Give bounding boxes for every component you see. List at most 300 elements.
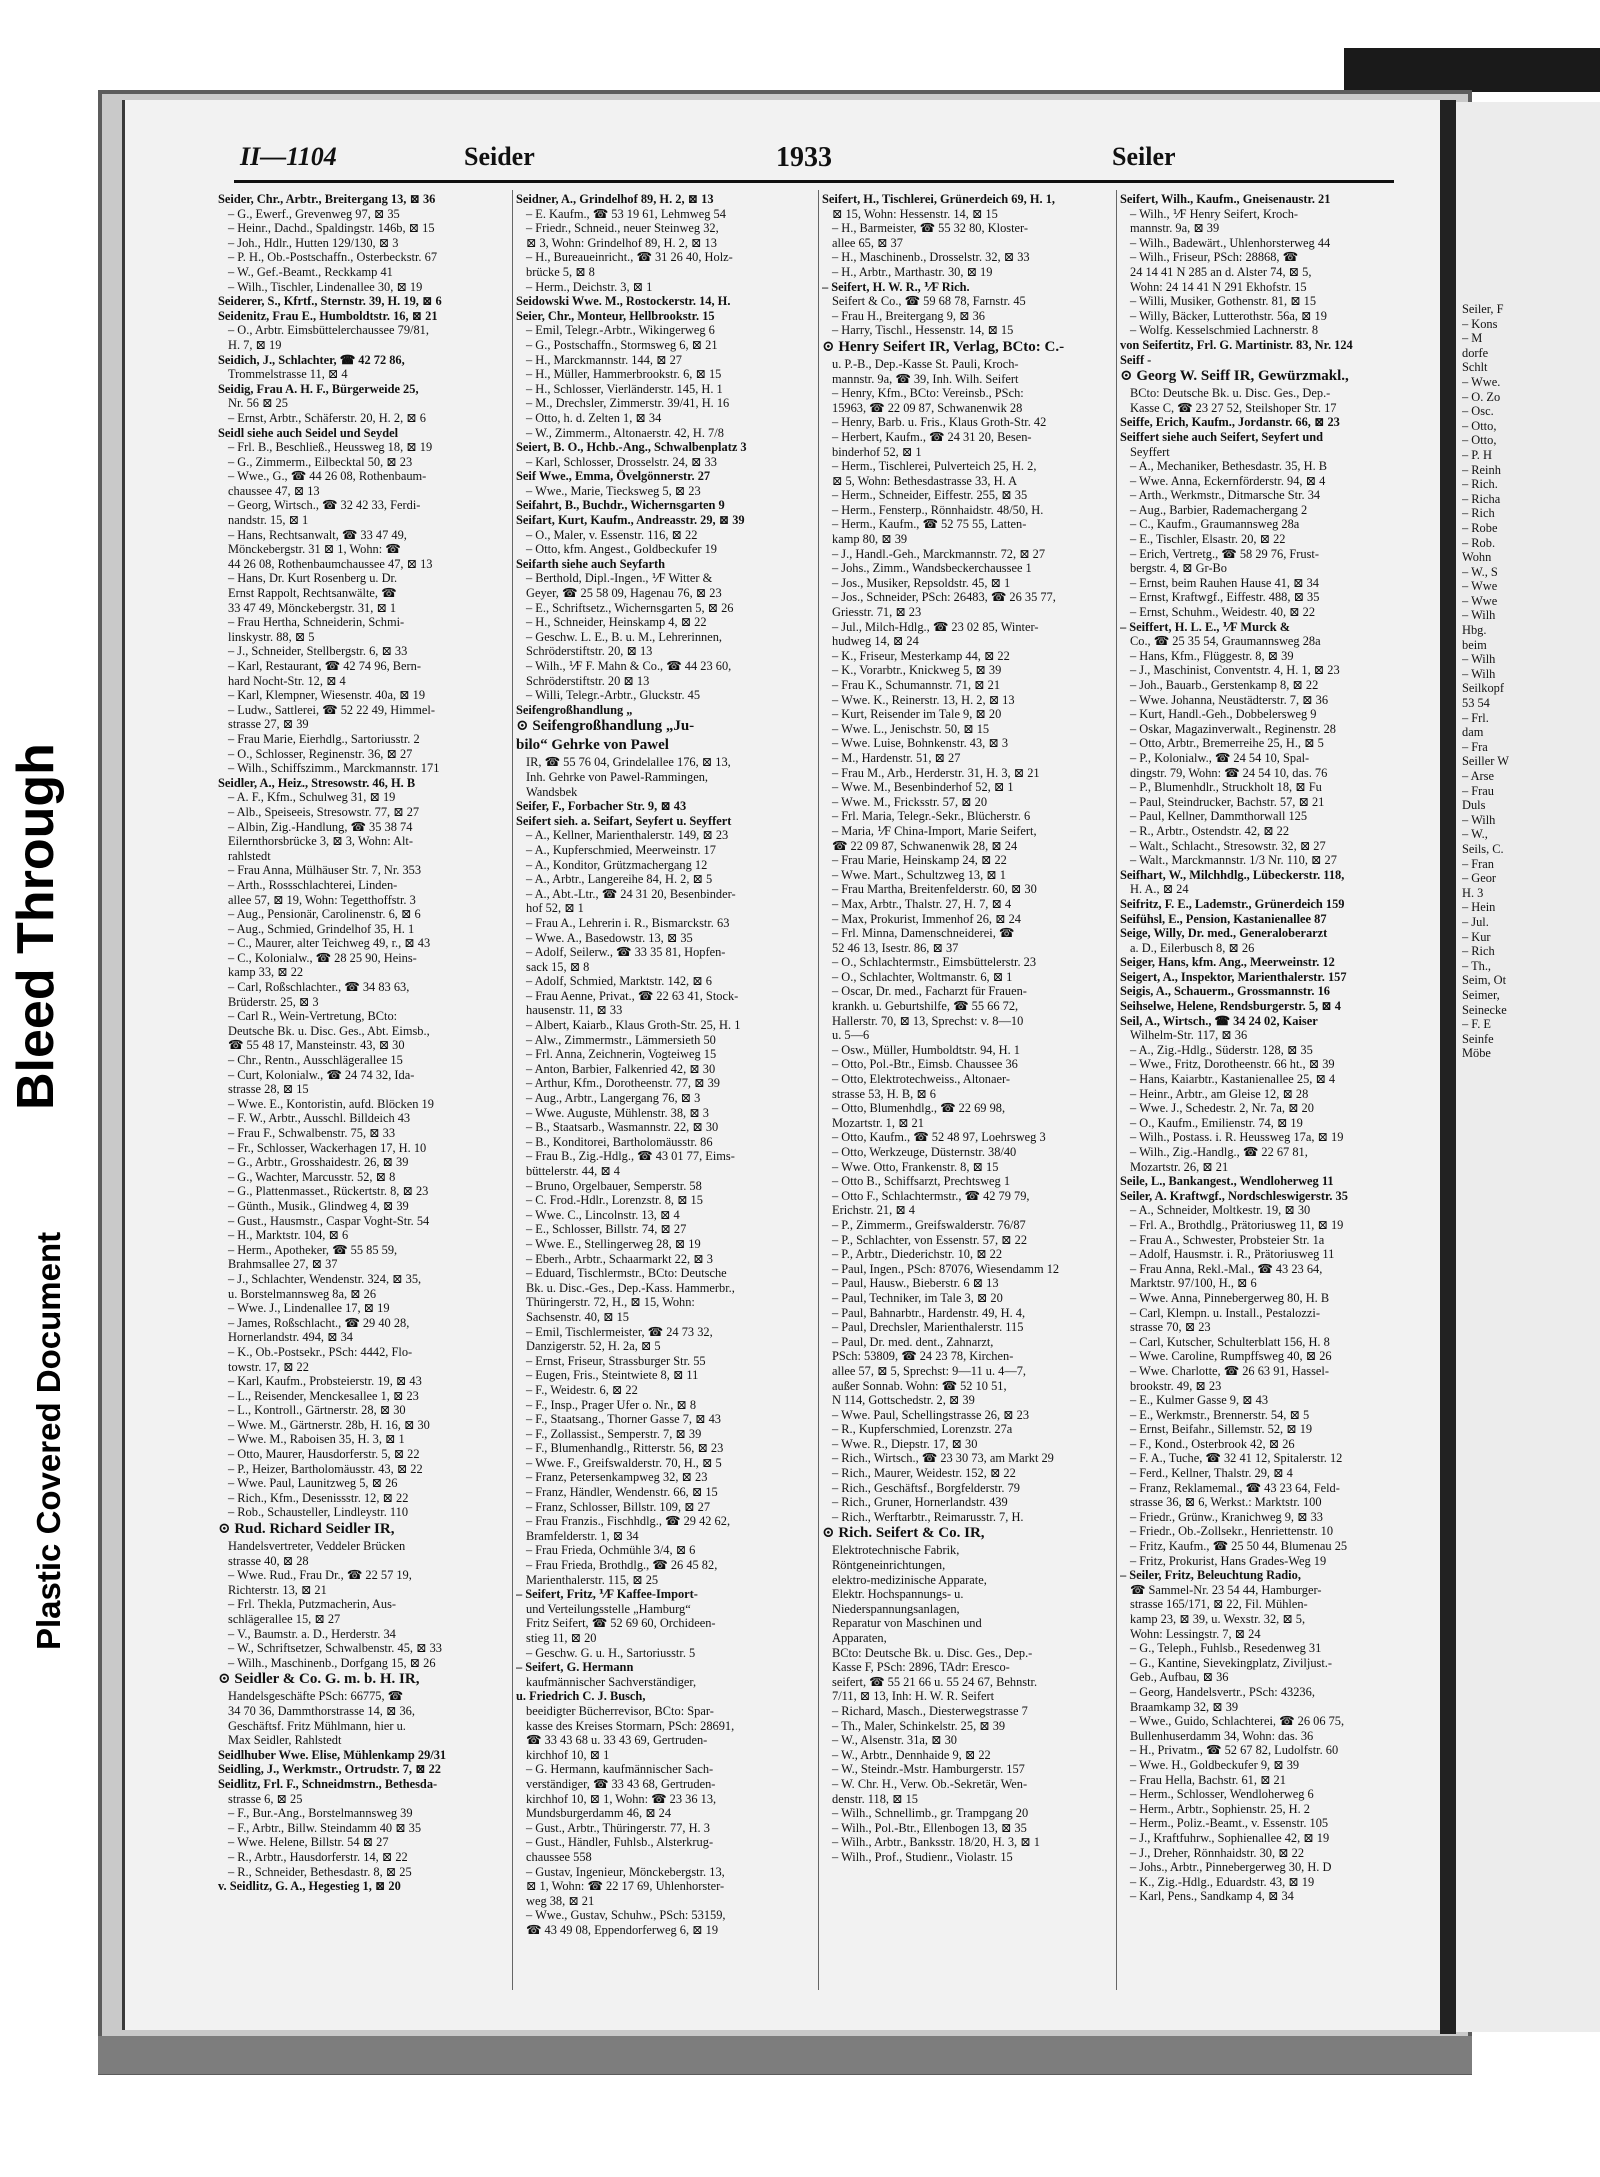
next-page-fragment: – Richa (1462, 491, 1501, 506)
next-page-fragment: Seils, C. (1462, 841, 1504, 856)
directory-entry: – Ernst, Friseur, Strassburger Str. 55 (526, 1353, 706, 1368)
directory-entry: Seil, A., Wirtsch., ☎ 34 24 02, Kaiser (1120, 1013, 1318, 1028)
directory-entry: – Franz, Händler, Wendenstr. 66, ⊠ 15 (526, 1485, 718, 1500)
directory-entry: – Emil, Tischlermeister, ☎ 24 73 32, (526, 1324, 713, 1339)
directory-entry: – A., Konditor, Grützmachergang 12 (526, 857, 708, 872)
directory-entry: Seidlhuber Wwe. Elise, Mühlenkamp 29/31 (218, 1747, 447, 1762)
next-page-fragment: H. 3 (1462, 885, 1484, 900)
directory-entry: – Wwe., Gustav, Schuhw., PSch: 53159, (526, 1908, 726, 1923)
directory-entry: – O., Arbtr. Eimsbüttelerchaussee 79/81, (228, 323, 429, 338)
directory-entry: 7/11, ⊠ 13, Inh: H. W. R. Seifert (832, 1689, 995, 1704)
directory-entry: – W., Gef.-Beamt., Reckkamp 41 (228, 264, 393, 279)
next-page-fragment: – Kons (1462, 316, 1498, 331)
directory-entry: – H., Privatm., ☎ 52 67 82, Ludolfstr. 60 (1130, 1743, 1339, 1758)
directory-entry: – Wwe. Paul, Schellingstrasse 26, ⊠ 23 (832, 1407, 1030, 1422)
directory-entry: Seifer, F., Forbacher Str. 9, ⊠ 43 (516, 799, 687, 814)
directory-entry: – E., Schriftsetz., Wichernsgarten 5, ⊠ 26 (526, 600, 734, 615)
directory-entry: – Paul, Hausw., Bieberstr. 6 ⊠ 13 (832, 1276, 999, 1291)
directory-entry: – A., Abt.-Ltr., ☎ 24 31 20, Besenbinder- (526, 886, 736, 901)
right-guide-word: Seiler (1112, 142, 1176, 171)
directory-entry: – G., Wachter, Marcusstr. 52, ⊠ 8 (228, 1169, 396, 1184)
directory-entry: Seiger, Hans, kfm. Ang., Meerweinstr. 12 (1120, 955, 1335, 970)
directory-entry: – Heinr., Arbtr., am Gleise 12, ⊠ 28 (1130, 1086, 1309, 1101)
directory-entry: – Willy, Bäcker, Lutterothstr. 56a, ⊠ 19 (1130, 308, 1327, 323)
directory-entry: – Adolf, Hausmstr. i. R., Prätoriusweg 11 (1130, 1247, 1335, 1262)
next-page-fragment: – Rob. (1462, 535, 1496, 550)
directory-entry: ⊠ 1, Wohn: ☎ 22 17 69, Uhlenhorster- (526, 1879, 725, 1894)
directory-entry: v. Seidlitz, G. A., Hegestieg 1, ⊠ 20 (218, 1879, 401, 1894)
directory-entry: – Paul, Ingen., PSch: 87076, Wiesendamm 12 (832, 1261, 1060, 1276)
directory-entry: Seifhart, W., Milchhdlg., Lübeckerstr. 118, (1120, 867, 1345, 882)
directory-entry: – Herbert, Kaufm., ☎ 24 31 20, Besen- (832, 429, 1032, 444)
directory-entry: – Karl, Klempner, Wiesenstr. 40a, ⊠ 19 (228, 688, 426, 703)
next-page-column (1462, 302, 1598, 2032)
directory-entry: – G., Kantine, Sievekingplatz, Ziviljust.- (1130, 1655, 1333, 1670)
directory-entry: von Seifertitz, Frl. G. Martinistr. 83, Nr. 124 (1120, 337, 1353, 352)
directory-entry: – Wwe. Paul, Launitzweg 5, ⊠ 26 (228, 1476, 398, 1491)
directory-entry: – Otto, Blumenhdlg., ☎ 22 69 98, (832, 1101, 1006, 1116)
directory-entry: Seidig, Frau A. H. F., Bürgerweide 25, (218, 381, 419, 396)
directory-entry: – Erich, Vertretg., ☎ 58 29 76, Frust- (1130, 546, 1319, 561)
next-page-fragment: dorfe (1462, 345, 1489, 360)
directory-entry: – O., Schlachter, Woltmanstr. 6, ⊠ 1 (832, 969, 1013, 984)
directory-entry: – Wwe. J., Schedestr. 2, Nr. 7a, ⊠ 20 (1130, 1101, 1314, 1116)
directory-entry: – O., Kaufm., Emilienstr. 74, ⊠ 19 (1130, 1115, 1303, 1130)
directory-entry: – Paul, Dr. med. dent., Zahnarzt, (832, 1334, 994, 1349)
directory-entry: – Wilh., Zig.-Handlg., ☎ 22 67 81, (1130, 1145, 1308, 1159)
directory-entry: – Rich., Gruner, Hornerlandstr. 439 (832, 1495, 1008, 1510)
directory-entry: – H., Schneider, Heinskamp 4, ⊠ 22 (526, 615, 707, 630)
directory-entry: – Chr., Rentn., Ausschlägerallee 15 (228, 1053, 403, 1068)
directory-entry: Mozartstr. 26, ⊠ 21 (1130, 1159, 1229, 1174)
directory-entry: – Heinr., Dachd., Spaldingstr. 146b, ⊠ 15 (228, 221, 435, 236)
directory-entry: Seiderer, S., Kfrtf., Sternstr. 39, H. 19, ⊠ 6 (218, 294, 442, 309)
directory-entry: 34 70 36, Dammthorstrasse 14, ⊠ 36, (228, 1703, 415, 1718)
directory-entry: – Rich., Kfm., Desenissstr. 12, ⊠ 22 (228, 1490, 409, 1505)
directory-entry: – Frau Frieda, Ochmühle 3/4, ⊠ 6 (526, 1543, 696, 1558)
next-page-fragment: – Geor (1462, 871, 1497, 886)
directory-entry: – Harry, Tischl., Hessenstr. 14, ⊠ 15 (832, 323, 1014, 338)
directory-entry: – C., Kolonialw., ☎ 28 25 90, Heins- (228, 950, 417, 965)
directory-entry: sack 15, ⊠ 8 (526, 959, 590, 974)
directory-entry: – Ernst, Beifahr., Sillemstr. 52, ⊠ 19 (1130, 1422, 1313, 1437)
next-page-fragment: – Reinh (1462, 462, 1501, 477)
next-page-fragment: Seilkopf (1462, 681, 1504, 696)
plastic-covered-label: Plastic Covered Document (30, 1231, 67, 1650)
directory-entry: – Frau Anna, Mülhäuser Str. 7, Nr. 353 (228, 863, 422, 878)
directory-entry: Seidl siehe auch Seidel und Seydel (218, 425, 399, 440)
directory-entry: – Ernst, Schuhm., Weidestr. 40, ⊠ 22 (1130, 605, 1316, 620)
directory-entry: – Wwe., Fritz, Dorotheenstr. 66 ht., ⊠ 39 (1130, 1057, 1335, 1072)
directory-entry: – Alw., Zimmermstr., Lämmersieth 50 (526, 1032, 716, 1047)
directory-entry: – Hans, Kaiarbtr., Kastanienallee 25, ⊠ 4 (1130, 1072, 1336, 1087)
directory-entry: – Hans, Rechtsanwalt, ☎ 33 47 49, (228, 527, 407, 542)
directory-entry: – Johs., Arbtr., Pinnebergerweg 30, H. D (1130, 1860, 1332, 1875)
directory-entry: Seifert sieh. a. Seifart, Seyfert u. Seyffert (516, 813, 732, 828)
directory-entry: u. 5—6 (832, 1028, 870, 1043)
directory-entry: bergstr. 4, ⊠ Gr-Bo (1130, 561, 1227, 576)
directory-entry: – Herm., Kaufm., ☎ 52 75 55, Latten- (832, 517, 1027, 532)
next-page-edge (1456, 102, 1600, 2032)
directory-entry: – O., Schlachtermstr., Eimsbüttelerstr. 23 (832, 955, 1037, 970)
directory-entry: – Seifert, H. W. R., ⅟F Rich. (822, 279, 970, 294)
directory-entry: – Rich., Werftarbtr., Reimarusstr. 7, H. (832, 1509, 1024, 1524)
directory-entry: – W., Steindr.-Mstr. Hamburgerstr. 157 (832, 1762, 1025, 1777)
directory-entry: binderhof 52, ⊠ 1 (832, 444, 922, 459)
directory-entry: verständiger, ☎ 33 43 68, Gertruden- (526, 1776, 716, 1791)
directory-entry: – Karl, Restaurant, ☎ 42 74 96, Bern- (228, 659, 421, 673)
directory-entry: Inh. Gehrke von Pawel-Rammingen, (526, 769, 709, 784)
directory-entry: H. A., ⊠ 24 (1130, 882, 1189, 897)
directory-entry: ⊠ 15, Wohn: Hessenstr. 14, ⊠ 15 (832, 206, 998, 221)
directory-entry: – Fritz, Prokurist, Hans Grades-Weg 19 (1130, 1553, 1327, 1568)
directory-entry: – Wwe. Mart., Schultzweg 13, ⊠ 1 (832, 867, 1006, 882)
directory-entry: – E., Tischler, Elsastr. 20, ⊠ 22 (1130, 532, 1286, 547)
next-page-fragment: Möbe (1462, 1046, 1491, 1061)
directory-entry: – Frl. B., Beschließ., Heussweg 18, ⊠ 19 (228, 440, 433, 455)
directory-entry: – Gust., Hausmstr., Caspar Voght-Str. 54 (228, 1213, 430, 1228)
directory-entry: – Franz, Schlosser, Billstr. 109, ⊠ 27 (526, 1499, 711, 1514)
directory-entry: – F., Zollassist., Semperstr. 7, ⊠ 39 (526, 1426, 702, 1441)
directory-entry: – Wwe. A., Basedowstr. 13, ⊠ 35 (526, 930, 693, 945)
directory-entry: – Gustav, Ingenieur, Mönckebergstr. 13, (526, 1864, 725, 1879)
directory-entry: – Herm., Deichstr. 3, ⊠ 1 (526, 279, 653, 294)
directory-entry: – G., Plattenmasset., Rückertstr. 8, ⊠ 23 (228, 1184, 429, 1199)
directory-entry: – J., Handl.-Geh., Marckmannstr. 72, ⊠ 27 (832, 546, 1046, 561)
directory-entry: strasse 40, ⊠ 28 (228, 1553, 309, 1568)
directory-entry: ⊠ 5, Wohn: Bethesdastrasse 33, H. A (832, 473, 1018, 488)
directory-entry: – J., Schneider, Stellbergstr. 6, ⊠ 33 (228, 644, 408, 659)
directory-entry: – Wwe. Helene, Billstr. 54 ⊠ 27 (228, 1835, 389, 1850)
directory-entry: Marienthalerstr. 115, ⊠ 25 (526, 1572, 659, 1587)
directory-entry: – Paul, Techniker, im Tale 3, ⊠ 20 (832, 1290, 1003, 1305)
directory-entry: – P. H., Ob.-Postschaffn., Osterbeckstr. 67 (228, 250, 438, 265)
directory-entry: – Otto F., Schlachtermstr., ☎ 42 79 79, (832, 1188, 1030, 1203)
page-header (240, 142, 1400, 182)
directory-entry: – Paul, Drechsler, Marienthalerstr. 115 (832, 1320, 1024, 1335)
directory-entry: Seihselwe, Helene, Rendsburgerstr. 5, ⊠ 4 (1120, 999, 1341, 1014)
directory-entry: – Carl R., Wein-Vertretung, BCto: (228, 1009, 398, 1024)
directory-entry: – E., Schlosser, Billstr. 74, ⊠ 27 (526, 1222, 687, 1237)
directory-entry: – Osw., Müller, Humboldtstr. 94, H. 1 (832, 1042, 1020, 1057)
directory-entry: – M., Drechsler, Zimmerstr. 39/41, H. 16 (526, 396, 730, 411)
left-guide-word: Seider (464, 142, 535, 171)
directory-entry: – G., Arbtr., Grosshaidestr. 26, ⊠ 39 (228, 1155, 409, 1170)
directory-entry: – Wwe. Anna, Pinnebergerweg 80, H. B (1130, 1290, 1330, 1305)
directory-entry: – G., Postschaffn., Stormsweg 6, ⊠ 21 (526, 337, 718, 352)
directory-entry: – Wilh., Prof., Studienr., Violastr. 15 (832, 1849, 1013, 1864)
directory-entry: – Karl, Schlosser, Drosselstr. 24, ⊠ 33 (526, 454, 717, 469)
directory-entry: – P., Schlachter, von Essenstr. 57, ⊠ 22 (832, 1232, 1028, 1247)
directory-entry: – Wilh., Friseur, PSch: 28868, ☎ (1130, 250, 1299, 265)
directory-entry: – Frau A., Schwester, Probsteier Str. 1a (1130, 1232, 1325, 1247)
directory-entry: – Wwe. K., Reinerstr. 13, H. 2, ⊠ 13 (832, 692, 1015, 707)
directory-entry: 15963, ☎ 22 09 87, Schwanenwik 28 (832, 400, 1023, 415)
directory-entry: – K., Ob.-Postsekr., PSch: 4442, Flo- (228, 1344, 413, 1359)
directory-entry: – Friedr., Grünw., Kranichweg 9, ⊠ 33 (1130, 1509, 1323, 1524)
directory-entry: ☎ Sammel-Nr. 23 54 44, Hamburger- (1130, 1582, 1322, 1597)
directory-entry: Geschäftsf. Fritz Mühlmann, hier u. (228, 1718, 406, 1733)
directory-entry: – Jos., Musiker, Repsoldstr. 45, ⊠ 1 (832, 575, 1011, 590)
directory-entry: allee 65, ⊠ 37 (832, 235, 903, 250)
directory-entry: rahlstedt (228, 848, 271, 863)
directory-entry: – Ernst, Arbtr., Schäferstr. 20, H. 2, ⊠ 6 (228, 410, 426, 425)
directory-entry: Elektrotechnische Fabrik, (832, 1543, 960, 1558)
directory-entry: – Herm., Schlosser, Wendloherweg 6 (1130, 1787, 1314, 1802)
directory-entry: – F., Blumenhandlg., Ritterstr. 56, ⊠ 23 (526, 1441, 724, 1456)
next-page-fragment: beim (1462, 637, 1487, 652)
directory-entry: – R., Schneider, Bethesdastr. 8, ⊠ 25 (228, 1864, 412, 1879)
directory-entry: ☎ 33 43 68 u. 33 43 69, Gertruden- (526, 1733, 708, 1748)
next-page-fragment: – Frl. (1462, 710, 1489, 725)
directory-entry: – Frau Franzis., Fischhdlg., ☎ 29 42 62, (526, 1514, 731, 1529)
directory-entry: – Karl, Kaufm., Probsteierstr. 19, ⊠ 43 (228, 1374, 422, 1389)
directory-entry: – Otto, kfm. Angest., Goldbeckufer 19 (526, 542, 717, 557)
directory-entry: Seidling, J., Werkmstr., Ortrudstr. 7, ⊠ 22 (218, 1762, 441, 1777)
next-page-fragment: – Otto, (1462, 433, 1497, 448)
directory-entry: Apparaten, (832, 1631, 887, 1645)
directory-entry: – G., Teleph., Fuhlsb., Resedenweg 31 (1130, 1641, 1322, 1656)
directory-entry: – Rich., Maurer, Weidestr. 152, ⊠ 22 (832, 1466, 1016, 1481)
directory-entry: – Frau Anna, Rekl.-Mal., ☎ 43 23 64, (1130, 1261, 1323, 1276)
directory-entry: – Wwe., Guido, Schlachterei, ☎ 26 06 75, (1130, 1714, 1345, 1729)
directory-entry: – P., Arbtr., Diederichstr. 10, ⊠ 22 (832, 1247, 1003, 1262)
directory-entry: hudweg 14, ⊠ 24 (832, 634, 919, 649)
directory-entry: – R., Kupferschmied, Lorenzstr. 27a (832, 1422, 1013, 1437)
directory-entry: – Frl. A., Brothdlg., Prätoriusweg 11, ⊠ 19 (1130, 1217, 1344, 1232)
directory-entry: – Carl, Klempn. u. Install., Pestalozzi- (1130, 1305, 1320, 1320)
directory-entry: Bramfelderstr. 1, ⊠ 34 (526, 1528, 639, 1543)
directory-entry: – Frl. Minna, Damenschneiderei, ☎ (832, 926, 1015, 941)
directory-entry: – Frau Marie, Eierhdlg., Sartoriusstr. 2 (228, 731, 420, 746)
directory-entry: – K., Zig.-Hdlg., Eduardstr. 43, ⊠ 19 (1130, 1874, 1315, 1889)
directory-entry: – Aug., Pensionär, Carolinenstr. 6, ⊠ 6 (228, 907, 421, 922)
directory-entry: – A. F., Kfm., Schulweg 31, ⊠ 19 (228, 790, 396, 805)
directory-entry: Seiffe, Erich, Kaufm., Jordanstr. 66, ⊠ 23 (1120, 415, 1340, 430)
directory-entry: Ernst Rappolt, Rechtsanwälte, ☎ (228, 586, 397, 601)
directory-entry: – Max, Arbtr., Thalstr. 27, H. 7, ⊠ 4 (832, 896, 1012, 911)
directory-entry: – Friedr., Schneid., neuer Steinweg 32, (526, 221, 719, 236)
next-page-fragment: – Wilh (1462, 812, 1496, 827)
directory-entry: – Wwe. L., Jenischstr. 50, ⊠ 15 (832, 721, 990, 736)
next-page-fragment: – O. Zo (1462, 389, 1501, 404)
directory-entry: ⊙ Seifengroßhandlung „Ju- (516, 718, 695, 735)
directory-entry: – Kurt, Handl.-Geh., Dobbelersweg 9 (1130, 707, 1317, 722)
directory-entry: – James, Roßschlacht., ☎ 29 40 28, (228, 1315, 410, 1330)
directory-entry: Geb., Aufbau, ⊠ 36 (1130, 1670, 1229, 1685)
directory-entry: – H., Marckmannstr. 144, ⊠ 27 (526, 352, 682, 367)
column-divider (512, 190, 513, 1990)
directory-entry: – Wilh., Maschinenb., Dorfgang 15, ⊠ 26 (228, 1655, 436, 1670)
directory-entry: – Arth., Rossschlachterei, Linden- (228, 877, 398, 892)
directory-entry: – Jos., Schneider, PSch: 26483, ☎ 26 35 77, (832, 590, 1056, 605)
directory-entry: – Frau Frieda, Brothdlg., ☎ 26 45 82, (526, 1558, 718, 1573)
directory-entry: – Berthold, Dipl.-Ingen., ⅟F Witter & (526, 571, 713, 586)
directory-entry: ⊙ Rich. Seifert & Co. IR, (822, 1525, 985, 1542)
directory-entry: Seidner, A., Grindelhof 89, H. 2, ⊠ 13 (516, 192, 714, 206)
directory-entry: – M., Hardenstr. 51, ⊠ 27 (832, 750, 961, 765)
directory-entry: – J., Dreher, Rönnhaidstr. 30, ⊠ 22 (1130, 1845, 1305, 1860)
next-page-fragment: 53 54 (1462, 696, 1490, 711)
directory-entry: – Otto, Elektrotechweiss., Altonaer- (832, 1072, 1010, 1087)
directory-entry: ⊙ Seidler & Co. G. m. b. H. IR, (218, 1671, 420, 1688)
directory-entry: 52 46 13, Isestr. 86, ⊠ 37 (832, 940, 959, 955)
directory-entry: – Hans, Kfm., Flüggestr. 8, ⊠ 39 (1130, 648, 1294, 663)
next-page-fragment: – Arse (1462, 769, 1495, 783)
next-page-fragment: – Fran (1462, 856, 1495, 871)
directory-entry: – Wwe. M., Besenbinderhof 52, ⊠ 1 (832, 780, 1014, 795)
directory-entry: – Maria, ⅟F China-Import, Marie Seifert, (832, 823, 1037, 838)
directory-entry: – V., Baumstr. a. D., Herderstr. 34 (228, 1626, 396, 1641)
directory-entry: – Arth., Werkmstr., Ditmarsche Str. 34 (1130, 488, 1321, 503)
directory-entry: – Ludw., Sattlerei, ☎ 52 22 49, Himmel- (228, 702, 435, 717)
directory-entry: – Otto, Kaufm., ☎ 52 48 97, Loehrsweg 3 (832, 1130, 1046, 1145)
directory-entry: – Frau M., Arb., Herderstr. 31, H. 3, ⊠ 21 (832, 765, 1040, 780)
black-tab (1344, 48, 1600, 92)
directory-entry: Braamkamp 32, ⊠ 39 (1130, 1699, 1239, 1714)
directory-entry: – W., Arbtr., Dennhaide 9, ⊠ 22 (832, 1747, 991, 1762)
directory-entry: Seidenitz, Frau E., Humboldtstr. 16, ⊠ 21 (218, 308, 438, 323)
directory-entry: chaussee 47, ⊠ 13 (228, 483, 320, 498)
next-page-fragment: – Rich. (1462, 477, 1498, 492)
directory-entry: – Wwe. Anna, Eckernförderstr. 94, ⊠ 4 (1130, 473, 1326, 488)
directory-entry: – Fritz, Kaufm., ☎ 25 50 44, Blumenau 25 (1130, 1539, 1348, 1554)
directory-entry: Bk. u. Disc.-Ges., Dep.-Kass. Hammerbr., (526, 1280, 735, 1295)
directory-entry: – Willi, Musiker, Gothenstr. 81, ⊠ 15 (1130, 294, 1317, 309)
directory-entry: Seifarth siehe auch Seyfarth (516, 556, 666, 571)
directory-entry: – W., Schriftsetzer, Schwalbenstr. 45, ⊠ 33 (228, 1641, 442, 1656)
directory-entry: – Wilh., ⅟F Henry Seifert, Kroch- (1130, 206, 1299, 221)
directory-entry: mannstr. 9a, ⊠ 39 (1130, 221, 1220, 236)
directory-entry: – P., Kolonialw., ☎ 24 54 10, Spal- (1130, 750, 1310, 765)
directory-entry: – Otto, h. d. Zelten 1, ⊠ 34 (526, 410, 662, 425)
directory-entry: – Walt., Schlacht., Stresowstr. 32, ⊠ 27 (1130, 838, 1326, 853)
directory-entry: – Wwe. Caroline, Rumpffsweg 40, ⊠ 26 (1130, 1349, 1332, 1364)
directory-entry: – Gust., Arbtr., Thüringerstr. 77, H. 3 (526, 1820, 710, 1835)
next-page-fragment: Wohn (1462, 550, 1492, 565)
directory-entry: Seiffert siehe auch Seifert, Seyfert und (1120, 429, 1324, 444)
directory-entry: – Wilh., Schiffszimm., Marckmannstr. 171 (228, 761, 440, 776)
directory-entry: Richterstr. 13, ⊠ 21 (228, 1582, 327, 1597)
directory-entry: – Herm., Arbtr., Sophienstr. 25, H. 2 (1130, 1801, 1311, 1816)
directory-entry: seifert, ☎ 55 21 66 u. 55 24 67, Behnstr. (832, 1674, 1038, 1689)
directory-entry: kamp 33, ⊠ 22 (228, 965, 304, 980)
next-page-fragment: – Otto, (1462, 418, 1497, 433)
directory-entry: krankh. u. Geburtshilfe, ☎ 55 66 72, (832, 999, 1019, 1014)
directory-entry: kamp 80, ⊠ 39 (832, 532, 908, 547)
directory-entry: – Jul., Milch-Hdlg., ☎ 23 02 85, Winter- (832, 619, 1039, 634)
directory-entry: – Seifert, G. Hermann (516, 1660, 634, 1675)
directory-entry: – Carl, Roßschlachter., ☎ 34 83 63, (228, 980, 410, 995)
directory-entry: ⊙ Rud. Richard Seidler IR, (218, 1521, 395, 1538)
directory-entry: Wandsbek (526, 784, 578, 799)
directory-entry: brookstr. 49, ⊠ 23 (1130, 1378, 1222, 1393)
directory-entry: – Franz, Reklamemal., ☎ 43 23 64, Feld- (1130, 1480, 1340, 1495)
directory-entry: strasse 28, ⊠ 15 (228, 1082, 309, 1097)
directory-entry: – C., Kaufm., Graumannsweg 28a (1130, 517, 1300, 532)
directory-entry: Seiert, B. O., Hchb.-Ang., Schwalbenplatz 3 (516, 440, 747, 455)
directory-entry: – O., Schlosser, Reginenstr. 36, ⊠ 27 (228, 746, 413, 761)
directory-entry: – Wwe. M., Gärtnerstr. 28b, H. 16, ⊠ 30 (228, 1417, 430, 1432)
directory-entry: ⊙ Georg W. Seiff IR, Gewürzmakl., (1120, 368, 1349, 385)
header-rule (234, 180, 1394, 183)
directory-entry: Seifengroßhandlung „ (516, 702, 633, 717)
directory-entry: – Herm., Tischlerei, Pulverteich 25, H. 2, (832, 459, 1037, 474)
directory-entry: – Eberh., Arbtr., Schaarmarkt 22, ⊠ 3 (526, 1251, 713, 1266)
directory-entry: IR, ☎ 55 76 04, Grindelallee 176, ⊠ 13, (526, 755, 731, 770)
next-page-fragment: Hbg. (1462, 623, 1487, 638)
directory-entry: – Wilh., Pol.-Btr., Ellenbogen 13, ⊠ 35 (832, 1820, 1027, 1835)
directory-entry: Bullenhuserdamm 34, Wohn: das. 36 (1130, 1728, 1314, 1743)
directory-entry: Co., ☎ 25 35 54, Graumannsweg 28a (1130, 634, 1321, 649)
directory-entry: hausenstr. 11, ⊠ 33 (526, 1003, 623, 1018)
directory-entry: Kasse C, ☎ 23 27 52, Steilshoper Str. 17 (1130, 400, 1337, 415)
directory-entry: Niederspannungsanlagen, (832, 1601, 960, 1616)
column-divider (818, 190, 819, 1990)
directory-entry: – Otto, Maurer, Hausdorferstr. 5, ⊠ 22 (228, 1447, 420, 1462)
directory-entry: – Wilh., Schnellimb., gr. Trampgang 20 (832, 1806, 1029, 1821)
directory-entry: – Aug., Arbtr., Langergang 76, ⊠ 3 (526, 1091, 701, 1106)
directory-entry: Seigis, A., Schauerm., Grossmannstr. 16 (1120, 984, 1330, 999)
directory-entry: – P., Blumenhdlr., Struckholt 18, ⊠ Fu (1130, 780, 1322, 795)
directory-entry: strasse 70, ⊠ 23 (1130, 1320, 1211, 1335)
directory-entry: ⊙ Henry Seifert IR, Verlag, BCto: C.- (822, 338, 1065, 355)
directory-entry: – Wwe. F., Greifswalderstr. 70, H., ⊠ 5 (526, 1455, 722, 1470)
directory-entry: strasse 6, ⊠ 25 (228, 1791, 303, 1806)
directory-entry: – Ernst, Kraftwgf., Eiffestr. 488, ⊠ 35 (1130, 590, 1320, 605)
directory-entry: Seifert, Wilh., Kaufm., Gneisenaustr. 21 (1120, 192, 1331, 206)
directory-entry: – Wwe. Luise, Bohnkenstr. 43, ⊠ 3 (832, 736, 1009, 751)
directory-entry: – Paul, Kellner, Dammthorwall 125 (1130, 809, 1308, 824)
year-label: 1933 (776, 142, 832, 173)
directory-entry: – H., Müller, Hammerbrookstr. 6, ⊠ 15 (526, 367, 722, 382)
next-page-fragment: Schlt (1462, 360, 1488, 375)
next-page-fragment: Seiller W (1462, 754, 1509, 769)
directory-entry: Seige, Willy, Dr. med., Generaloberarzt (1120, 926, 1328, 941)
directory-entry: – Franz, Petersenkampweg 32, ⊠ 23 (526, 1470, 708, 1485)
directory-entry: – C. Frod.-Hdlr., Lorenzstr. 8, ⊠ 15 (526, 1193, 703, 1208)
directory-entry: – Anton, Barbier, Falkenried 42, ⊠ 30 (526, 1061, 716, 1076)
directory-entry: – Rich., Wirtsch., ☎ 23 30 73, am Markt 29 (832, 1451, 1054, 1466)
directory-entry: – Otto B., Schiffsarzt, Prechtsweg 1 (832, 1174, 1011, 1189)
directory-entry: – Friedr., Ob.-Zollsekr., Henriettenstr. 10 (1130, 1524, 1334, 1539)
directory-entry: – F., Kond., Osterbrook 42, ⊠ 26 (1130, 1436, 1295, 1451)
next-page-fragment: dam (1462, 725, 1484, 740)
directory-entry: – A., Zig.-Hdlg., Süderstr. 128, ⊠ 35 (1130, 1042, 1313, 1057)
directory-entry: – Seiler, Fritz, Beleuchtung Radio, (1120, 1568, 1301, 1583)
next-page-fragment: – Wwe (1462, 593, 1498, 608)
directory-entry: – Frau Hella, Bachstr. 61, ⊠ 21 (1130, 1772, 1286, 1787)
directory-entry: – Frl. Anna, Zeichnerin, Vogteiweg 15 (526, 1047, 717, 1062)
directory-entry: – R., Arbtr., Ostendstr. 42, ⊠ 22 (1130, 823, 1290, 838)
directory-entry: Seif Wwe., Emma, Övelgönnerstr. 27 (516, 469, 711, 484)
directory-entry: – Wilh., Tischler, Lindenallee 30, ⊠ 19 (228, 279, 423, 294)
next-page-fragment: Duls (1462, 798, 1486, 813)
directory-entry: – A., Kellner, Marienthalerstr. 149, ⊠ 23 (526, 828, 729, 843)
directory-entry: – Th., Maler, Schinkelstr. 25, ⊠ 39 (832, 1718, 1006, 1733)
next-page-fragment: – F. E (1462, 1017, 1491, 1032)
directory-entry: – J., Kraftfuhrw., Sophienallee 42, ⊠ 19 (1130, 1830, 1330, 1845)
directory-entry: – E., Kulmer Gasse 9, ⊠ 43 (1130, 1393, 1269, 1408)
directory-entry: – Ernst, beim Rauhen Hause 41, ⊠ 34 (1130, 575, 1319, 590)
directory-entry: 24 14 41 N 285 an d. Alster 74, ⊠ 5, (1130, 264, 1312, 279)
directory-entry: – Herm., Fensterp., Rönnhaidstr. 48/50, H. (832, 502, 1044, 517)
directory-entry: brücke 5, ⊠ 8 (526, 264, 595, 279)
book-spine (1440, 100, 1456, 2034)
directory-entry: – A., Schneider, Moltkestr. 19, ⊠ 30 (1130, 1203, 1311, 1218)
directory-entry: – Paul, Steindrucker, Bachstr. 57, ⊠ 21 (1130, 794, 1325, 809)
next-page-fragment: – Th., (1462, 958, 1492, 973)
